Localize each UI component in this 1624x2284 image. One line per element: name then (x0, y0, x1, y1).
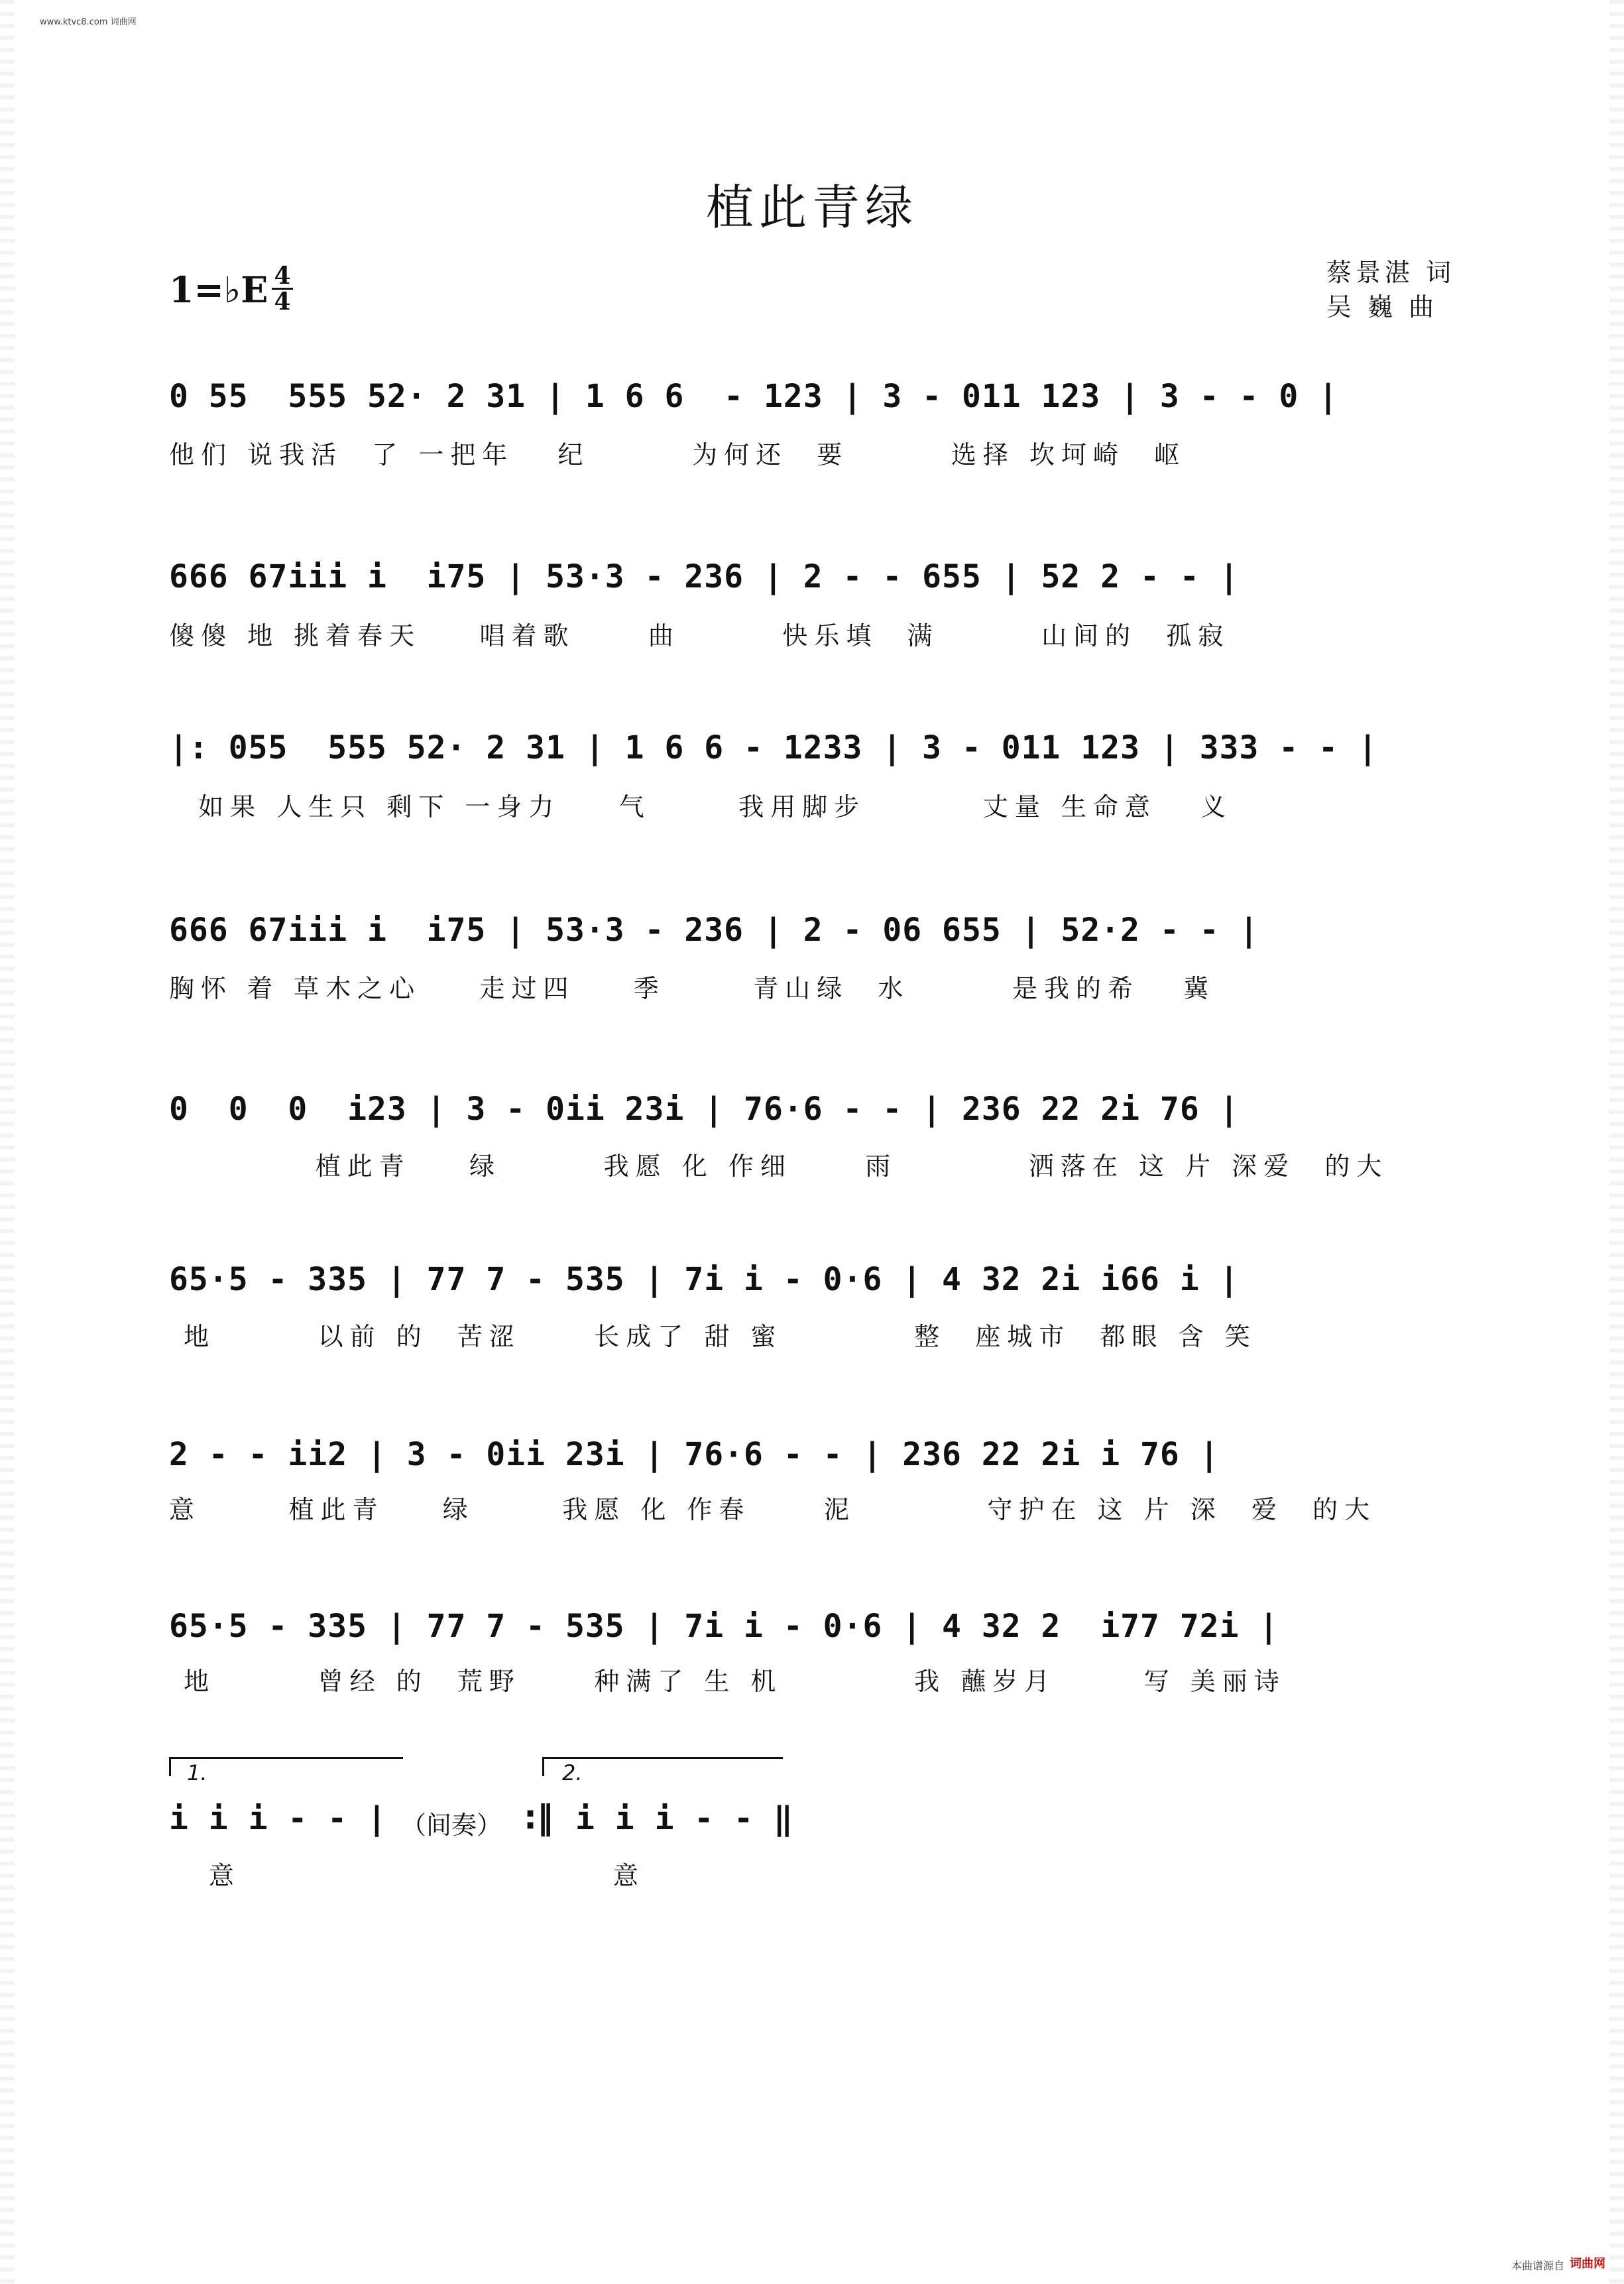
time-signature (272, 264, 293, 314)
notation-line-5: 0 0 0 i23 | 3 - 0ii 23i | 76·6 - - | 236 22 2i 76 | (169, 1091, 1240, 1128)
second-ending-label: 2. (562, 1760, 583, 1785)
first-ending-notes: i i i - - | (169, 1800, 387, 1837)
lyric-line-6: 地 以前 的 苦涩 长成了 甜 蜜 整 座城市 都眼 含 笑 (169, 1322, 1257, 1351)
second-ending-notes: i i i - - ‖ (575, 1800, 793, 1837)
lyric-line-8: 地 曾经 的 荒野 种满了 生 机 我 蘸岁月 写 美丽诗 (169, 1667, 1286, 1696)
footer-source: 本曲谱源自 (1511, 2259, 1564, 2272)
notation-line-4: 666 67iii i i75 | 53·3 - 236 | 2 - 06 655 | 52·2 - - | (169, 912, 1259, 949)
lyric-line-4: 胸怀 着 草木之心 走过四 季 青山绿 水 是我的希 冀 (169, 974, 1216, 1003)
notation-line-8: 65·5 - 335 | 77 7 - 535 | 7i i - 0·6 | 4 32 2 i77 72i | (169, 1608, 1279, 1645)
footer-logo: 词曲网 (1570, 2257, 1605, 2271)
credits (1326, 255, 1455, 324)
first-ending-lyric: 意 (209, 1861, 241, 1890)
notation-line-2: 666 67iii i i75 | 53·3 - 236 | 2 - - 655 | 52 2 - - | (169, 558, 1240, 595)
meter-top: 4 (274, 262, 291, 290)
notation-line-1: 0 55 555 52· 2 31 | 1 6 6 - 123 | 3 - 011 123 | 3 - - 0 | (169, 378, 1339, 415)
lyricist-credit: 蔡景湛 词 (1326, 258, 1455, 287)
notation-line-7: 2 - - ii2 | 3 - 0ii 23i | 76·6 - - | 236 22 2i i 76 | (169, 1436, 1220, 1473)
key-signature: 1=♭E (169, 269, 268, 311)
lyric-line-3: 如果 人生只 剩下 一身力 气 我用脚步 丈量 生命意 义 (169, 792, 1233, 821)
right-decorative-strip (1609, 0, 1624, 2284)
lyric-line-1: 他们 说我活 了 一把年 纪 为何还 要 选择 坎坷崎 岖 (169, 440, 1187, 469)
notation-line-3: |: 055 555 52· 2 31 | 1 6 6 - 1233 | 3 - 011 123 | 333 - - | (169, 729, 1378, 766)
site-watermark: www.ktvc8.com 词曲网 (40, 17, 137, 27)
meter-bottom: 4 (274, 288, 291, 316)
repeat-end-sign: :‖ (524, 1798, 553, 1836)
left-decorative-strip (0, 0, 15, 2284)
composer-credit: 吴 巍 曲 (1326, 292, 1438, 322)
lyric-line-2: 傻傻 地 挑着春天 唱着歌 曲 快乐填 满 山间的 孤寂 (169, 621, 1230, 650)
first-ending-label: 1. (187, 1760, 207, 1785)
song-title: 植此青绿 (705, 180, 918, 235)
notation-line-6: 65·5 - 335 | 77 7 - 535 | 7i i - 0·6 | 4 32 2i i66 i | (169, 1261, 1240, 1298)
interlude-label: （间奏） (401, 1811, 502, 1840)
lyric-line-7: 意 植此青 绿 我愿 化 作春 泥 守护在 这 片 深 爱 的大 (169, 1495, 1377, 1524)
second-ending-lyric: 意 (613, 1861, 646, 1890)
lyric-line-5: 植此青 绿 我愿 化 作细 雨 洒落在 这 片 深爱 的大 (169, 1152, 1389, 1181)
